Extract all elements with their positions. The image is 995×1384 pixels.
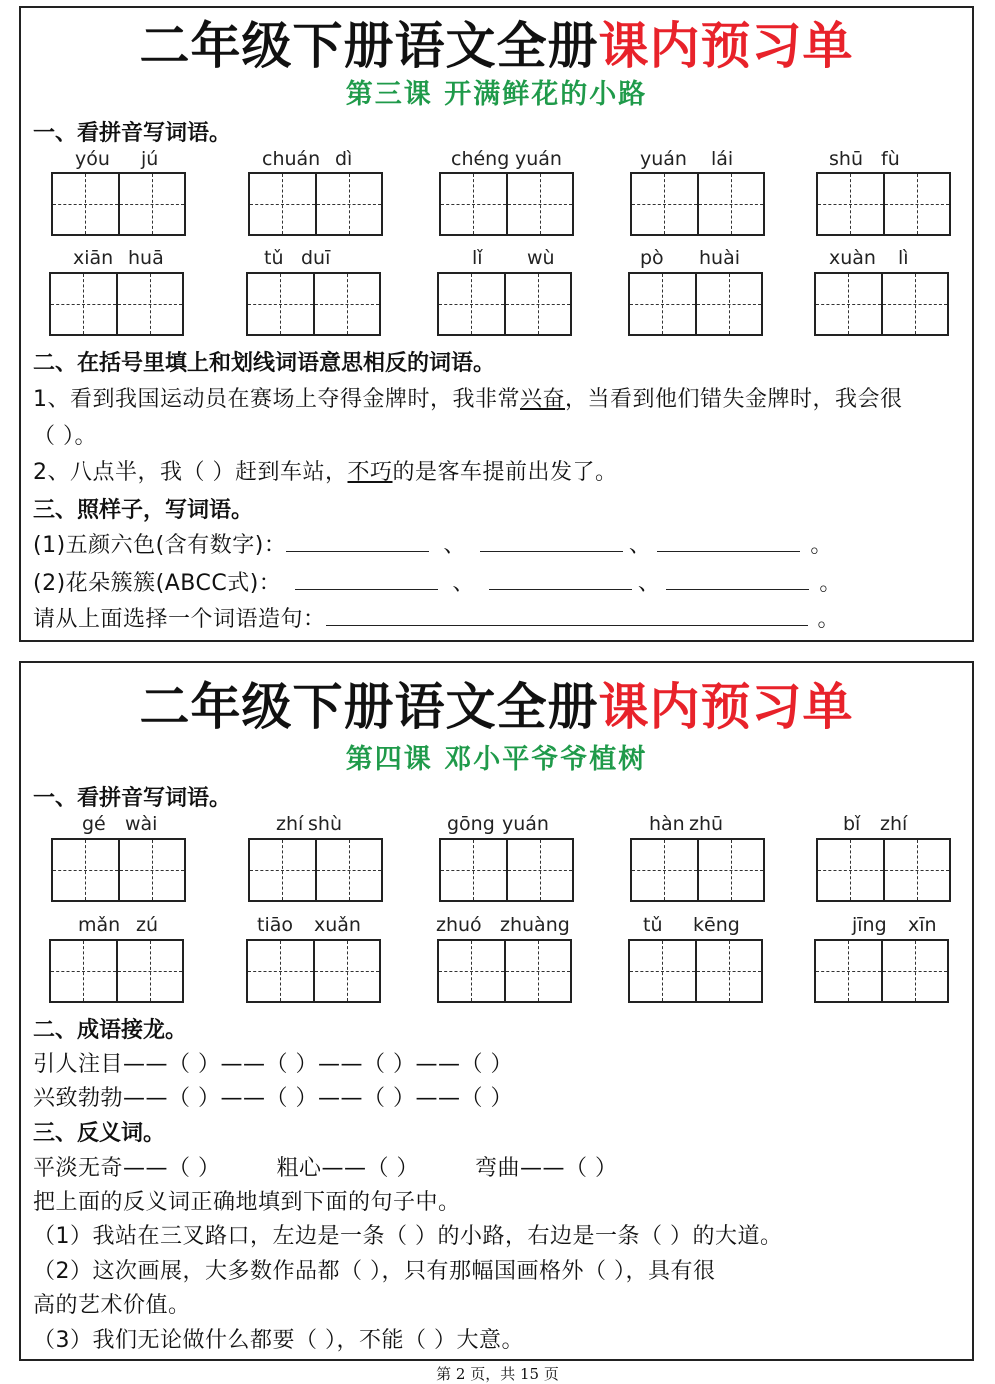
writing-grid[interactable] bbox=[248, 172, 383, 236]
lesson-subtitle: 第四课 邓小平爷爷植树 bbox=[345, 744, 648, 775]
pinyin: huài bbox=[699, 247, 741, 269]
sentence-blank[interactable] bbox=[326, 624, 808, 626]
answer-blank[interactable] bbox=[489, 588, 632, 590]
section-heading-opposites: 三、反义词。 bbox=[33, 1120, 166, 1146]
pinyin: chuán bbox=[262, 148, 321, 170]
title-red: 课内预习单 bbox=[598, 16, 854, 75]
writing-grid[interactable] bbox=[437, 272, 572, 336]
lesson-subtitle: 第三课 开满鲜花的小路 bbox=[345, 79, 648, 110]
antonym-row[interactable]: 平淡无奇——（ ） 粗心——（ ） 弯曲——（ ） bbox=[33, 1156, 618, 1181]
pinyin: zú bbox=[136, 914, 159, 936]
writing-grid[interactable] bbox=[49, 272, 184, 336]
sentence-3[interactable]: （3）我们无论做什么都要（ ），不能（ ）大意。 bbox=[33, 1328, 524, 1353]
pinyin: hàn bbox=[649, 813, 685, 835]
pinyin: kēng bbox=[693, 914, 740, 936]
pinyin: tǔ bbox=[643, 914, 663, 936]
writing-grid[interactable] bbox=[437, 939, 572, 1003]
pinyin: shū bbox=[829, 148, 863, 170]
pinyin: fù bbox=[881, 148, 900, 170]
writing-grid[interactable] bbox=[816, 172, 951, 236]
answer-blank[interactable] bbox=[295, 588, 438, 590]
pinyin: lǐ bbox=[472, 247, 483, 269]
section-heading-pinyin: 一、看拼音写词语。 bbox=[33, 785, 232, 811]
section-heading-idiom-chain: 二、成语接龙。 bbox=[33, 1017, 188, 1043]
example-line-1: (1)五颜六色(含有数字)： 、 、 。 bbox=[33, 533, 833, 558]
title-red: 课内预习单 bbox=[598, 677, 854, 736]
writing-grid[interactable] bbox=[246, 272, 381, 336]
pinyin: huā bbox=[128, 247, 164, 269]
idiom-chain-1[interactable]: 引人注目——（ ）——（ ）——（ ）——（ ） bbox=[33, 1052, 513, 1077]
pinyin: yóu bbox=[75, 148, 110, 170]
writing-grid[interactable] bbox=[628, 272, 763, 336]
pinyin: bǐ bbox=[843, 813, 861, 835]
sentence-2-continued: 高的艺术价值。 bbox=[33, 1293, 191, 1318]
idiom-chain-2[interactable]: 兴致勃勃——（ ）——（ ）——（ ）——（ ） bbox=[33, 1086, 513, 1111]
title-black: 二年级下册语文全册 bbox=[139, 677, 599, 736]
section-heading-antonyms: 二、在括号里填上和划线词语意思相反的词语。 bbox=[33, 350, 496, 376]
pinyin: yuán bbox=[640, 148, 687, 170]
pinyin: duī bbox=[301, 247, 331, 269]
pinyin: zhí bbox=[276, 813, 304, 835]
pinyin: lái bbox=[711, 148, 734, 170]
writing-grid[interactable] bbox=[630, 838, 765, 902]
pinyin: wài bbox=[125, 813, 158, 835]
lesson4-card bbox=[19, 661, 974, 1361]
answer-blank[interactable] bbox=[657, 550, 800, 552]
pinyin: gōng bbox=[447, 813, 495, 835]
pinyin: jīng bbox=[852, 914, 887, 936]
pinyin: shù bbox=[308, 813, 342, 835]
pinyin: chéng bbox=[451, 148, 510, 170]
writing-grid[interactable] bbox=[51, 838, 186, 902]
title-black: 二年级下册语文全册 bbox=[139, 16, 599, 75]
pinyin: tǔ bbox=[264, 247, 284, 269]
answer-blank[interactable] bbox=[480, 550, 623, 552]
pinyin: zhuàng bbox=[500, 914, 570, 936]
pinyin: mǎn bbox=[78, 914, 121, 936]
lesson3-card bbox=[19, 6, 974, 642]
writing-grid[interactable] bbox=[49, 939, 184, 1003]
worksheet-title bbox=[21, 6, 972, 78]
writing-grid[interactable] bbox=[814, 272, 949, 336]
instruction: 把上面的反义词正确地填到下面的句子中。 bbox=[33, 1190, 461, 1215]
sentence-1[interactable]: （1）我站在三叉路口，左边是一条（ ）的小路，右边是一条（ ）的大道。 bbox=[33, 1224, 783, 1249]
writing-grid[interactable] bbox=[51, 172, 186, 236]
writing-grid[interactable] bbox=[628, 939, 763, 1003]
pinyin: wù bbox=[527, 247, 555, 269]
writing-grid[interactable] bbox=[246, 939, 381, 1003]
answer-blank[interactable] bbox=[286, 550, 429, 552]
question-2: 2、八点半，我（ ）赶到车站，不巧的是客车提前出发了。 bbox=[33, 460, 618, 485]
pinyin: xuǎn bbox=[314, 914, 361, 936]
page-footer: 第 2 页，共 15 页 bbox=[436, 1365, 559, 1383]
section-heading-pinyin: 一、看拼音写词语。 bbox=[33, 120, 232, 146]
sentence-2[interactable]: （2）这次画展，大多数作品都（ ），只有那幅国画格外（ ），具有很 bbox=[33, 1259, 716, 1284]
worksheet-title bbox=[21, 667, 972, 739]
pinyin: pò bbox=[640, 247, 664, 269]
pinyin: tiāo bbox=[257, 914, 293, 936]
example-line-2: (2)花朵簇簇(ABCC式)： 、 、 。 bbox=[33, 571, 842, 596]
sentence-line: 请从上面选择一个词语造句： 。 bbox=[33, 607, 841, 632]
writing-grid[interactable] bbox=[439, 838, 574, 902]
pinyin: xiān bbox=[73, 247, 114, 269]
writing-grid[interactable] bbox=[439, 172, 574, 236]
pinyin: gé bbox=[82, 813, 106, 835]
writing-grid[interactable] bbox=[248, 838, 383, 902]
writing-grid[interactable] bbox=[630, 172, 765, 236]
pinyin: lì bbox=[898, 247, 909, 269]
pinyin: xuàn bbox=[829, 247, 876, 269]
pinyin: jú bbox=[141, 148, 159, 170]
pinyin: xīn bbox=[908, 914, 937, 936]
writing-grid[interactable] bbox=[814, 939, 949, 1003]
pinyin: dì bbox=[335, 148, 353, 170]
writing-grid[interactable] bbox=[816, 838, 951, 902]
pinyin: zhuó bbox=[436, 914, 482, 936]
pinyin: zhí bbox=[880, 813, 908, 835]
pinyin: yuán bbox=[515, 148, 562, 170]
section-heading-examples: 三、照样子，写词语。 bbox=[33, 497, 254, 523]
pinyin: yuán bbox=[502, 813, 549, 835]
answer-blank[interactable] bbox=[666, 588, 809, 590]
question-1-blank[interactable]: （ ）。 bbox=[33, 424, 97, 449]
pinyin: zhū bbox=[689, 813, 724, 835]
question-1: 1、看到我国运动员在赛场上夺得金牌时，我非常兴奋，当看到他们错失金牌时，我会很 bbox=[33, 387, 903, 412]
